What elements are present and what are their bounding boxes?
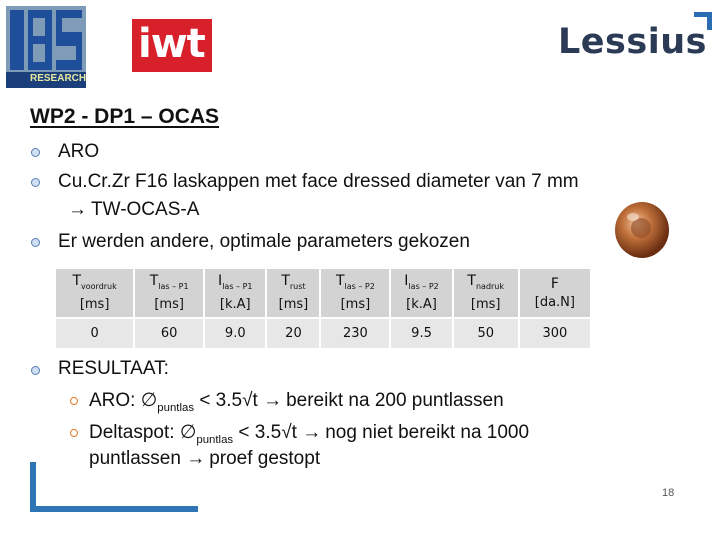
circle-bullet-icon <box>70 397 78 405</box>
circle-bullet-icon <box>70 429 78 437</box>
round-bullet-icon <box>31 366 40 375</box>
bullet-parameters: Er werden andere, optimale parameters gekozen <box>58 231 470 252</box>
table-cell: 0 <box>55 318 134 349</box>
table-cell: 9.0 <box>204 318 266 349</box>
bis-research-label: RESEARCH <box>30 73 87 84</box>
page-number: 18 <box>662 487 675 499</box>
lessius-logo-corner <box>694 12 712 30</box>
bis-research-logo <box>6 6 86 88</box>
slide-title: WP2 - DP1 – OCAS <box>30 105 220 128</box>
table-header-cell: $I_{las - P1}$ [k.A] <box>204 268 266 318</box>
bullet-resultaat: RESULTAAT: <box>58 358 169 379</box>
bullet-aro: ARO <box>58 141 100 162</box>
electrode-cap-image <box>613 199 671 259</box>
round-bullet-icon <box>31 238 40 247</box>
right-arrow-icon: → <box>186 448 206 469</box>
sub-bullet-aro: ARO: $\emptyset_{puntlas} < 3.5√t$ → bereikt na 200 puntlassen <box>89 390 504 414</box>
parameters-table <box>54 267 592 350</box>
corner-bracket-horizontal <box>30 506 198 512</box>
iwt-logo <box>132 19 212 72</box>
right-arrow-icon: → <box>263 390 283 411</box>
tw-ocas-label: TW-OCAS-A <box>91 199 200 220</box>
table-header-cell: $T_{voordruk}$ [ms] <box>55 268 134 318</box>
table-header-cell: $T_{rust}$ [ms] <box>266 268 320 318</box>
table-cell: 300 <box>519 318 591 349</box>
table-cell: 230 <box>320 318 390 349</box>
right-arrow-icon: → <box>68 199 87 220</box>
sub-bullet-deltaspot: Deltaspot: $\emptyset_{puntlas} < 3.5√t$ → nog niet bereikt na 1000 <box>89 422 530 446</box>
table-row <box>55 318 591 349</box>
table-cell: 9.5 <box>390 318 452 349</box>
round-bullet-icon <box>31 178 40 187</box>
bullet-laskappen-continuation <box>68 199 199 221</box>
table-header-cell: $T_{nadruk}$ [ms] <box>453 268 519 318</box>
iwt-logo-text: iwt <box>138 21 205 67</box>
lessius-logo <box>556 12 712 62</box>
lessius-logo-text: Lessius <box>558 22 707 62</box>
empty-set-icon: ∅ <box>140 390 158 411</box>
table-header-cell: $T_{las - P1}$ [ms] <box>134 268 204 318</box>
table-cell: 60 <box>134 318 204 349</box>
round-bullet-icon <box>31 148 40 157</box>
table-cell: 20 <box>266 318 320 349</box>
table-header-cell: F [da.N] <box>519 268 591 318</box>
empty-set-icon: ∅ <box>179 422 197 443</box>
bullet-laskappen: Cu.Cr.Zr F16 laskappen met face dressed diameter van 7 mm <box>58 171 579 192</box>
right-arrow-icon: → <box>302 422 322 443</box>
table-header-cell: $T_{las - P2}$ [ms] <box>320 268 390 318</box>
table-header-cell: $I_{las - P2}$ [k.A] <box>390 268 452 318</box>
table-cell: 50 <box>453 318 519 349</box>
table-header-row <box>55 268 591 318</box>
corner-bracket-vertical <box>30 462 36 512</box>
sub-bullet-deltaspot-continuation: puntlassen → proef gestopt <box>89 448 321 469</box>
